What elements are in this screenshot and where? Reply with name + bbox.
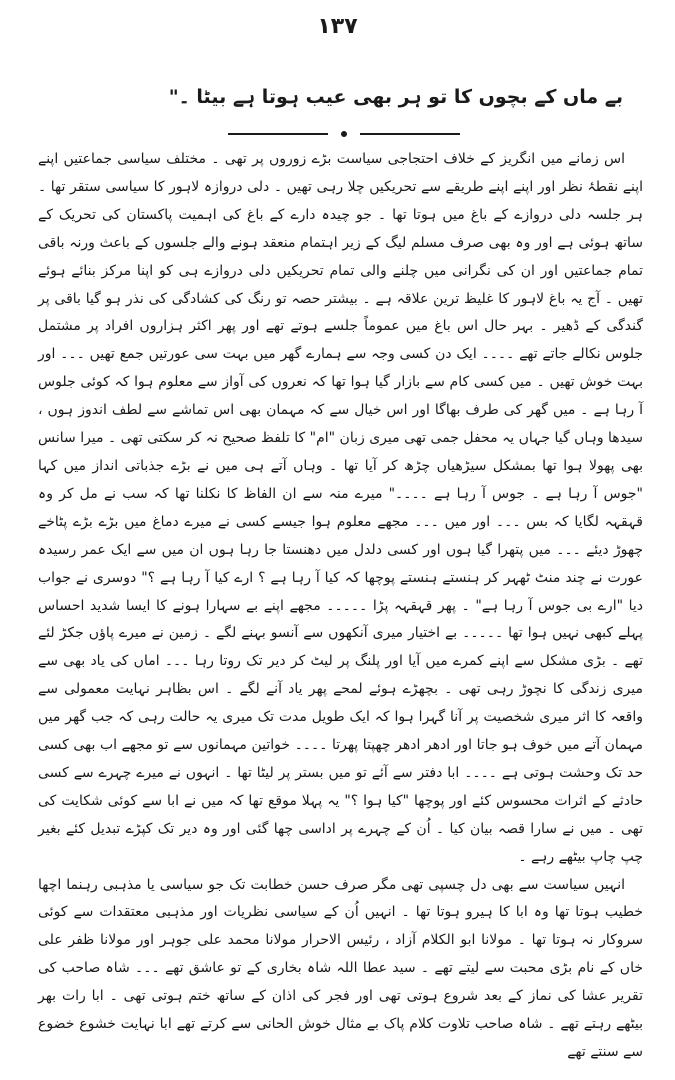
page-number: ۱۳۷ — [317, 14, 358, 39]
divider-rule-right — [360, 133, 460, 135]
paragraph-1: اس زمانے میں انگریز کے خلاف احتجاجی سیاست بڑے زوروں پر تھی ۔ مختلف سیاسی جماعتیں اپنے اپنے نقطۂ نظر اور اپنے اپنے طریقے سے تحریکیں چلا رہی تھیں ۔ دلی دروازہ لاہور کا سیاسی ستقر تھا ۔ ہر جلسہ دلی دروازے کے باغ میں ہوتا تھا ۔ جو چیدہ دارے کے باغ کی اہمیت پاکستان کی تحریک کے ساتھ ہوئی ہے اور وہ بھی صرف مسلم لیگ کے زیر اہتمام منعقد ہونے والے جلسوں کے باعث ورنہ باقی تمام جماعتیں اور ان کی نگرانی میں چلنے والی تمام تحریکیں دلی دروازے ہی کو اپنا مرکز بنائے ہوئے تھیں ۔ آج یہ باغ لاہور کا غلیظ ترین علاقہ ہے ۔ بیشتر حصہ تو رنگ کی کشادگی کی نذر ہو گیا باقی پر گندگی کے ڈھیر ۔ بہر حال اس باغ میں عموماً جلسے ہوتے تھے اور پھر اکثر ہزاروں افراد پر مشتمل جلوس نکالے جاتے تھے ۔۔۔۔ ایک دن کسی وجہ سے ہمارے گھر میں بہت سی عورتیں جمع تھیں ۔۔۔ اور بہت خوش تھیں ۔ میں کسی کام سے بازار گیا ہوا تھا کہ نعروں کی آواز سے معلوم ہوا کہ کوئی جلوس آ رہا ہے ۔ میں گھر کی طرف بھاگا اور اس خیال سے کہ مہمان بھی اس تماشے سے لطف اندوز ہوں ، سیدھا وہاں گیا جہاں یہ محفل جمی تھی میری زبان "ام" کا تلفظ صحیح نہ کر سکتی تھی ۔ میرا سانس بھی پھولا ہوا تھا بمشکل سیڑھیاں چڑھ کر آیا تھا ۔ وہاں آتے ہی میں نے بڑے جذباتی انداز میں کہا "جوس آ رہا ہے ۔ جوس آ رہا ہے ۔۔۔۔" میرے منہ سے ان الفاظ کا نکلنا تھا کہ سب نے مل کر وہ قہقہہ لگایا کہ بس ۔۔۔ اور میں ۔۔۔ مجھے معلوم ہوا جیسے کسی نے میرے دماغ میں بڑے بڑے پٹاخے چھوڑ دیئے ۔۔۔ میں پتھرا گیا ہوں اور کسی دلدل میں دھنستا جا رہا ہوں ان میں سے ایک عمر رسیدہ عورت نے چند منٹ ٹھہر کر ہنستے ہنستے پوچھا کہ کیا آ رہا ہے ؟ ارے کیا آ رہا ہے ؟" دوسری نے جواب دیا "ارے بی جوس آ رہا ہے" ۔ پھر قہقہہ پڑا ۔۔۔۔۔ مجھے اپنے بے سہارا ہونے کا ایسا شدید احساس پہلے کبھی نہیں ہوا تھا ۔۔۔۔۔ بے اختیار میری آنکھوں سے آنسو بہنے لگے ۔ زمین نے میرے پاؤں جکڑ لئے تھے ۔ بڑی مشکل سے اپنے کمرے میں آیا اور پلنگ پر لیٹ کر دیر تک روتا رہا ۔۔۔ اماں کی یاد بھی سے میری زندگی کا نچوڑ رہی تھی ۔ بچھڑے ہوئے لمحے پھر یاد آنے لگے ۔ اس بظاہر نہایت معمولی سے واقعہ کا اثر میری شخصیت پر آنا گہرا ہوا کہ ایک طویل مدت تک میری یہ حالت رہی کہ جب گھر میں مہمان آتے میں خوف ہو جاتا اور ادھر ادھر چھپتا پھرتا ۔۔۔۔ خواتین مہمانوں سے تو مجھے اب بھی کسی حد تک وحشت ہوتی ہے ۔۔۔۔ ابا دفتر سے آئے تو میں بستر پر لیٹا تھا ۔ انہوں نے میرے چہرے سے کسی حادثے کے اثرات محسوس کئے اور پوچھا "کیا ہوا ؟" یہ پہلا موقع تھا کہ میں نے ابا سے کوئی شکایت کی تھی ۔ میں نے سارا قصہ بیان کیا ۔ اُن کے چہرے پر اداسی چھا گئی اور وہ دیر تک کپڑے تبدیل کئے بغیر چپ چاپ بیٹھے رہے ۔ — [38, 151, 643, 865]
divider-rule-left — [228, 133, 328, 135]
body-text — [38, 146, 643, 1067]
opening-quote: بے ماں کے بچوں کا تو ہر بھی عیب ہوتا ہے بیٹا ۔" — [168, 86, 623, 108]
divider-dot — [341, 131, 347, 137]
paragraph-2: انہیں سیاست سے بھی دل چسپی تھی مگر صرف حسن خطابت تک جو سیاسی یا مذہبی رہنما اچھا خطیب ہوتا تھا وہ ابا کا ہیرو ہوتا تھا ۔ انہیں اُن کے سیاسی نظریات اور مذہبی معتقدات سے کوئی سروکار نہ ہوتا تھا ۔ مولانا ابو الکلام آزاد ، رئیس الاحرار مولانا محمد علی جوہر اور مولانا ظفر علی خاں کے نام بڑی محبت سے لیتے تھے ۔ سید عطا اللہ شاہ بخاری کے تو عاشق تھے ۔۔۔ شاہ صاحب کی تقریر عشا کی نماز کے بعد شروع ہوتی تھی اور فجر کی اذان کے ساتھ ختم ہوتی تھی ۔ ابا رات بھر بیٹھے رہتے تھے ۔ شاہ صاحب تلاوت کلام پاک بے مثال خوش الحانی سے کرتے تھے ابا نہایت خشوع خضوع سے سنتے تھے — [38, 876, 644, 1060]
section-divider — [228, 128, 460, 140]
